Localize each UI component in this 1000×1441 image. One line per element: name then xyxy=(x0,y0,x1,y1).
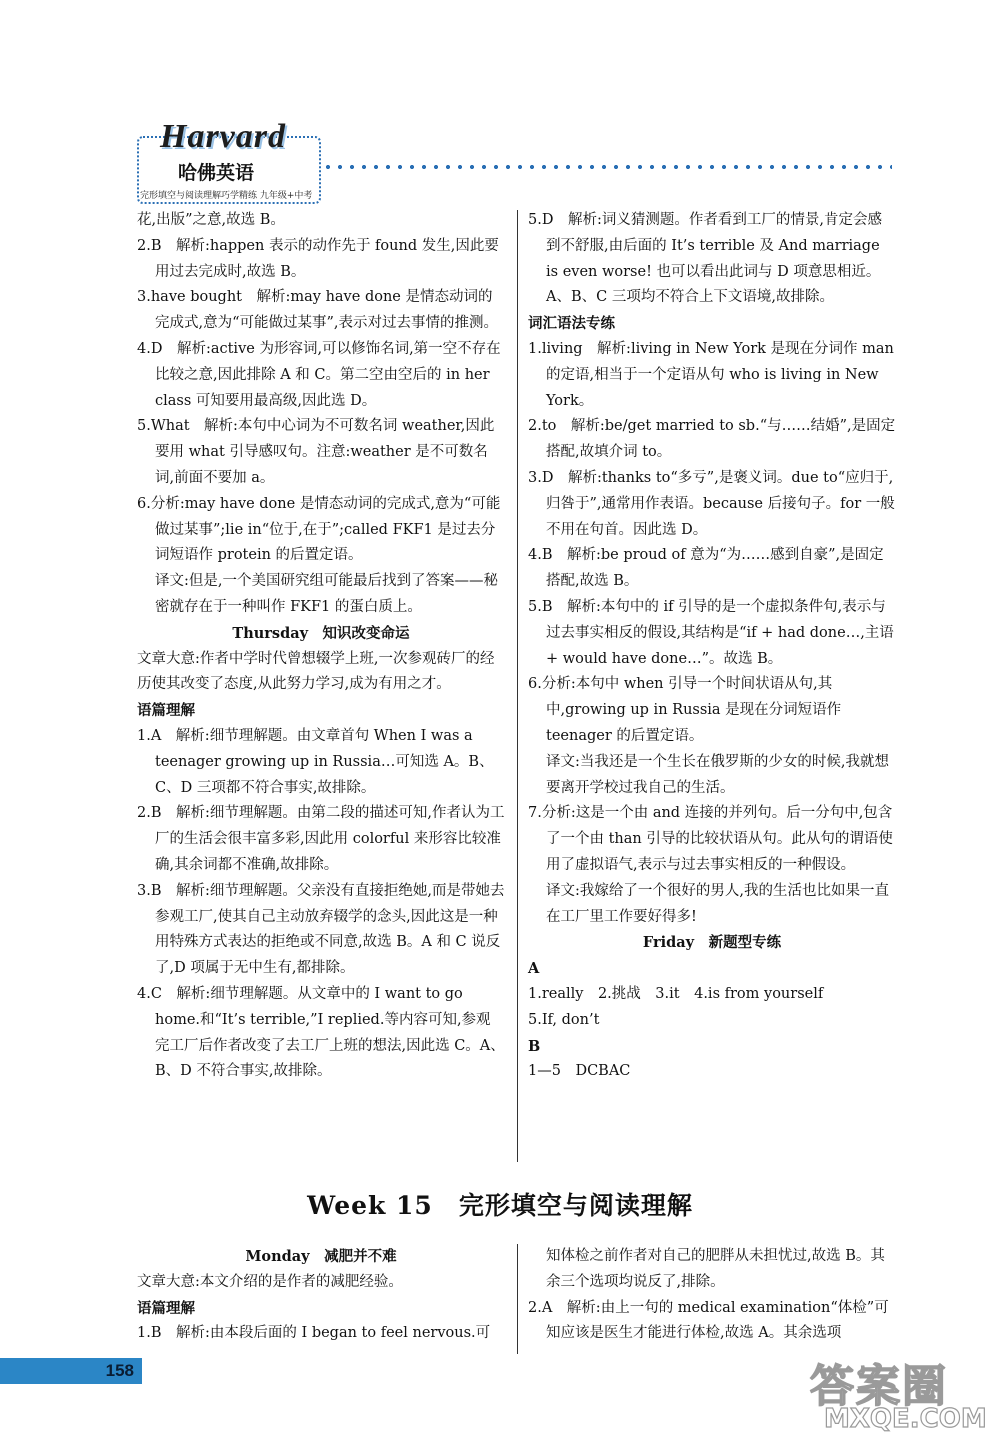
answer-item: 4.C 解析:细节理解题。从文章中的 I want to go home.和“It’s terrible,”I replied.等内容可知,参观完工厂后作者改变了去工厂上班的想法,因此选 C。A、B、D 不符合事实,故排除。 xyxy=(137,985,505,1080)
section-heading-friday: Friday 新题型专练 xyxy=(642,934,782,952)
watermark xyxy=(810,1350,990,1436)
section-heading-monday: Monday 减肥并不难 xyxy=(245,1248,397,1265)
answer-item: 3.D 解析:thanks to“多亏”,是褒义词。due to“应归于,归咎于”,通常用作表语。because 后接句子。for 一般不用在句首。因此选 D。 xyxy=(528,469,895,538)
subsection-heading: 语篇理解 xyxy=(137,702,195,720)
answer-item: 2.B 解析:happen 表示的动作先于 found 发生,因此要用过去完成时,故选 B。 xyxy=(137,237,499,280)
answer-item: 2.A 解析:由上一句的 medical examination“体检”可知应该是医生才能进行体检,故选 A。其余选项 xyxy=(528,1299,889,1342)
watermark-url: MXQE.COM xyxy=(824,1404,987,1434)
summary: 文章大意:本文介绍的是作者的减肥经验。 xyxy=(137,1273,403,1290)
logo-subtitle: 完形填空与阅读理解巧学精练 九年级+中考 xyxy=(140,191,313,201)
translation: 译文:但是,一个美国研究组可能最后找到了答案——秘密就存在于一种叫作 FKF1 的蛋白质上。 xyxy=(155,573,498,615)
page-number-bar xyxy=(0,1358,142,1384)
answer-item: 1.B 解析:由本段后面的 I began to feel nervous.可 xyxy=(137,1325,491,1342)
watermark-text: 答案圈 xyxy=(810,1361,948,1412)
logo-title: Harvard xyxy=(160,118,286,155)
right-column xyxy=(528,208,896,1085)
answer-item: 4.D 解析:active 为形容词,可以修饰名词,第一空不存在比较之意,因此排除 A 和 C。第二空由空后的 in her class 可知要用最高级,因此选 D。 xyxy=(137,340,501,409)
answer-line: 1.really 2.挑战 3.it 4.is from yourself xyxy=(528,985,824,1002)
subsection-heading: 语篇理解 xyxy=(137,1299,195,1317)
text-line: 知体检之前作者对自己的肥胖从未担忧过,故选 B。其余三个选项均说反了,排除。 xyxy=(546,1248,885,1290)
bottom-right-column xyxy=(528,1244,896,1347)
answer-item: 3.have bought 解析:may have done 是情态动词的完成式,意为“可能做过某事”,表示对过去事情的推测。 xyxy=(137,289,499,332)
week-heading: Week 15 完形填空与阅读理解 xyxy=(307,1191,693,1220)
section-heading-thursday: Thursday 知识改变命运 xyxy=(232,624,410,642)
column-divider xyxy=(517,210,518,1162)
answer-item: 2.to 解析:be/get married to sb.“与……结婚”,是固定搭配,故填介词 to。 xyxy=(528,418,896,461)
answer-item: 1.A 解析:细节理解题。由文章首句 When I was a teenager growing up in Russia…可知选 A。B、C、D 三项都不符合事实,故排除。 xyxy=(137,727,494,796)
left-column xyxy=(137,208,505,1085)
translation: 译文:我嫁给了一个很好的男人,我的生活也比如果一直在工厂里工作要好得多! xyxy=(546,882,889,925)
answer-item: 5.D 解析:词义猜测题。作者看到工厂的情景,肯定会感到不舒服,由后面的 It’s terrible 及 And marriage is even worse! 也可以看出此词与 D 项意思相近。A、B、C 三项均不符合上下文语境,故排除。 xyxy=(528,212,882,306)
part-label: A xyxy=(528,960,540,978)
answer-item: 6.分析:may have done 是情态动词的完成式,意为“可能做过某事”;lie in“位于,在于”;called FKF1 是过去分词短语作 protein 的后置定语。 xyxy=(137,495,501,564)
answer-item: 4.B 解析:be proud of 意为“为……感到自豪”,是固定搭配,故选 B。 xyxy=(528,547,884,590)
answer-line: 5.If, don’t xyxy=(528,1011,600,1028)
part-label: B xyxy=(528,1037,541,1055)
answer-item: 2.B 解析:细节理解题。由第二段的描述可知,作者认为工厂的生活会很丰富多彩,因此用 colorful 来形容比较准确,其余词都不准确,故排除。 xyxy=(137,805,505,873)
answer-item: 3.B 解析:细节理解题。父亲没有直接拒绝她,而是带她去参观工厂,使其自己主动放弃辍学的念头,因此这是一种用特殊方式表达的拒绝或不同意,故选 B。A 和 C 说反了,D 项属于无中生有,都排除。 xyxy=(137,882,505,977)
column-divider xyxy=(517,1244,518,1354)
answer-item: 6.分析:本句中 when 引导一个时间状语从句,其中,growing up in Russia 是现在分词短语作 teenager 的后置定语。 xyxy=(528,676,842,744)
answer-item: 5.B 解析:本句中的 if 引导的是一个虚拟条件句,表示与过去事实相反的假设,其结构是“if + had done…,主语 + would have done…”。故选 B。 xyxy=(528,598,894,667)
answer-line: 1—5 DCBAC xyxy=(528,1063,631,1080)
answer-item: 1.living 解析:living in New York 是现在分词作 man 的定语,相当于一个定语从句 who is living in New York。 xyxy=(528,340,894,409)
text-line: 花,出版”之意,故选 B。 xyxy=(137,212,285,228)
answer-item: 7.分析:这是一个由 and 连接的并列句。后一分句中,包含了一个由 than 引导的比较状语从句。此从句的谓语使用了虚拟语气,表示与过去事实相反的一种假设。 xyxy=(528,805,893,873)
summary: 文章大意:作者中学时代曾想辍学上班,一次参观砖厂的经历使其改变了态度,从此努力学习,成为有用之才。 xyxy=(137,650,495,693)
page-number: 158 xyxy=(105,1361,134,1380)
subsection-heading: 词汇语法专练 xyxy=(528,315,615,333)
logo-chinese-title: 哈佛英语 xyxy=(178,162,255,184)
bottom-left-column xyxy=(137,1244,505,1347)
header-dotted-rule xyxy=(322,164,892,170)
translation: 译文:当我还是一个生长在俄罗斯的少女的时候,我就想要离开学校过我自己的生活。 xyxy=(546,753,889,796)
answer-item: 5.What 解析:本句中心词为不可数名词 weather,因此要用 what 引导感叹句。注意:weather 是不可数名词,前面不要加 a。 xyxy=(137,418,495,486)
